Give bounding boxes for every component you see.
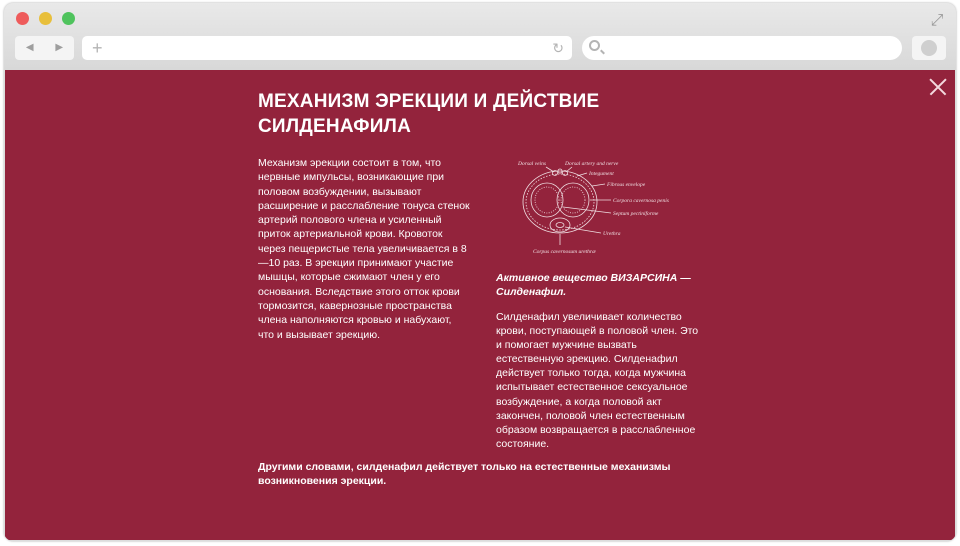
close-window-button[interactable]: [16, 12, 29, 25]
maximize-window-button[interactable]: [62, 12, 75, 25]
navigation-buttons: [15, 36, 74, 60]
label-dorsal-artery: Dorsal artery and nerve: [565, 161, 619, 167]
minimize-window-button[interactable]: [39, 12, 52, 25]
plus-icon[interactable]: +: [92, 38, 103, 58]
label-fibrous-envelope: Fibrous envelope: [607, 182, 646, 188]
address-bar[interactable]: [82, 36, 572, 60]
label-corpora-cavernosa: Corpora cavernosa penis: [613, 198, 669, 204]
summary-text: Другими словами, силденафил действует только на естественные механизмы возникновения эрекции.: [258, 461, 671, 487]
search-icon: [589, 40, 600, 51]
label-corpus-spongiosum: Corpus cavernosum urethræ: [533, 249, 596, 255]
expand-icon[interactable]: ⤢: [930, 12, 944, 29]
forward-arrow-icon[interactable]: ▶: [55, 42, 64, 53]
anatomy-diagram: [515, 155, 697, 262]
back-arrow-icon[interactable]: ◀: [25, 42, 34, 53]
left-paragraph: Механизм эрекции состоит в том, что нервные импульсы, возникающие при половом возбуждении, вызывают расширение и расслабление тонуса стенок артерий полового члена и усиленный приток артериальной крови. Кровоток через пещеристые тела увеличивается в 8—10 раз. В эрекции принимают участие мышцы, которые сжимают член у его основания. Вследствие этого отток крови тормозится, кавернозные пространства члена наполняются кровью и набухают, что и вызывает эрекцию.: [258, 157, 470, 341]
diagram-caption: Активное вещество ВИЗАРСИНА — Силденафил.: [496, 272, 691, 298]
search-input[interactable]: [582, 36, 902, 60]
circle-icon: [921, 40, 937, 56]
label-integument: Integument: [589, 171, 614, 177]
label-septum: Septum pectiniforme: [613, 211, 659, 217]
close-icon[interactable]: [929, 78, 947, 96]
browser-window: [4, 3, 956, 541]
label-dorsal-veins: Dorsal veins: [518, 161, 546, 167]
page-title: МЕХАНИЗМ ЭРЕКЦИИ И ДЕЙСТВИЕ СИЛДЕНАФИЛА: [258, 91, 600, 137]
menu-button[interactable]: [912, 36, 946, 60]
modal-content: [5, 70, 955, 540]
right-paragraph: Силденафил увеличивает количество крови, поступающей в половой член. Это и помогает мужчине вызвать естественную эрекцию. Силденафил действует только тогда, когда мужчина испытывает естественное сексуальное возбуждение, а когда половой акт закончен, половой член естественным образом возвращается в расслабленное состояние.: [496, 311, 699, 450]
label-urethra: Urethra: [603, 231, 621, 237]
browser-toolbar: [4, 3, 956, 70]
reload-icon[interactable]: ↻: [552, 40, 564, 56]
